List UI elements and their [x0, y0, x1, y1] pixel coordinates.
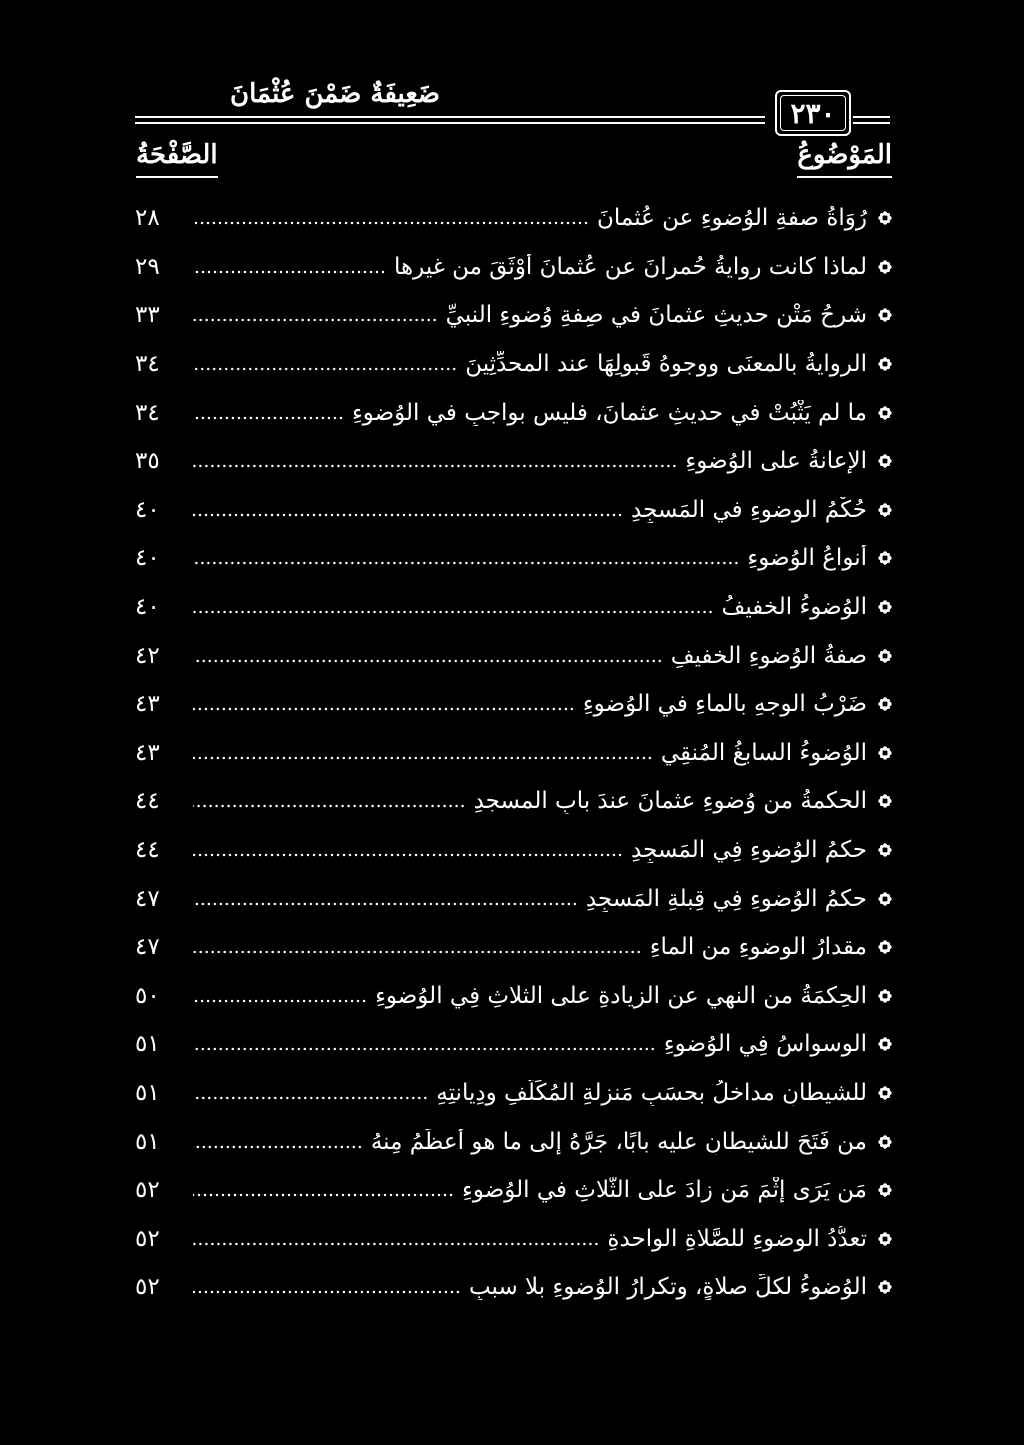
- toc-entry-title: أنواعُ الوُضوءِ: [747, 545, 867, 572]
- toc-entry-title: الوُضوءُ لكلِّ صلاةٍ، وتكرارُ الوُضوءِ بلا سببٍ: [468, 1274, 867, 1301]
- toc-entry: [135, 583, 893, 632]
- toc-entry-title: الوُضوءُ الخفيفُ: [721, 594, 867, 621]
- flower-bullet-icon: [877, 599, 893, 615]
- dot-leader: [193, 609, 714, 615]
- toc-entry: [135, 729, 893, 778]
- flower-bullet-icon: [877, 1036, 893, 1052]
- flower-bullet-icon: [877, 793, 893, 809]
- toc-entry-title: لماذا كانت روايةُ حُمرانَ عن عُثمانَ أَوْثَقَ من غيرِها: [394, 253, 867, 280]
- toc-entry-title: الحكمةُ من وُضوءِ عثمانَ عندَ بابِ المسجدِ: [473, 788, 867, 815]
- toc-entry: [135, 194, 893, 243]
- dot-leader: [193, 512, 623, 518]
- dot-leader: [193, 220, 589, 226]
- toc-entry-title: الروايةُ بالمعنَى ووجوهُ قَبولِهَا عند المحدِّثِينَ: [465, 351, 867, 378]
- toc-entry-page: ٤٧: [135, 885, 160, 912]
- toc-entry: [135, 923, 893, 972]
- toc-entry-page: ٥١: [135, 1031, 160, 1058]
- toc-entry-title: حُكْمُ الوضوءِ في المَسجِدِ: [631, 496, 867, 523]
- flower-bullet-icon: [877, 745, 893, 761]
- dot-leader: [193, 1095, 428, 1101]
- toc-entry: [135, 388, 893, 437]
- flower-bullet-icon: [877, 307, 893, 323]
- toc-entry-page: ٤٠: [135, 496, 160, 523]
- dot-leader: [193, 1046, 656, 1052]
- dot-leader: [193, 317, 438, 323]
- dot-leader: [193, 1289, 461, 1295]
- dot-leader: [193, 1241, 599, 1247]
- toc-entry-title: حكمُ الوُضوءِ فِي قِبلةِ المَسجِدِ: [585, 885, 867, 912]
- toc-entry: [135, 291, 893, 340]
- flower-bullet-icon: [877, 939, 893, 955]
- toc-entry: [135, 437, 893, 486]
- toc-entry-page: ٥٢: [135, 1274, 160, 1301]
- toc-entry: [135, 486, 893, 535]
- toc-entry: [135, 1166, 893, 1215]
- toc-entry-page: ٥١: [135, 1079, 160, 1106]
- toc-entry-page: ٢٨: [135, 205, 160, 232]
- flower-bullet-icon: [877, 842, 893, 858]
- flower-bullet-icon: [877, 356, 893, 372]
- flower-bullet-icon: [877, 696, 893, 712]
- dot-leader: [193, 803, 466, 809]
- header-rule: [135, 122, 765, 124]
- toc-entry: [135, 243, 893, 292]
- toc-entry-page: ٤٣: [135, 739, 160, 766]
- toc-entry: [135, 1263, 893, 1312]
- toc-entry: [135, 680, 893, 729]
- dot-leader: [193, 706, 575, 712]
- page-header: [135, 72, 890, 132]
- toc-entry-page: ٤٠: [135, 545, 160, 572]
- toc-entry: [135, 340, 893, 389]
- flower-bullet-icon: [877, 1279, 893, 1295]
- toc-entry: [135, 1214, 893, 1263]
- toc-entry-title: الوُضوءُ السابغُ المُنقِي: [660, 739, 867, 766]
- page-column-heading: الصَّفْحَةُ: [136, 140, 218, 178]
- toc-entry-title: الحِكمَةُ من النهيِ عن الزيادةِ على الثلاثِ فِي الوُضوءِ: [375, 982, 867, 1009]
- flower-bullet-icon: [877, 1085, 893, 1101]
- toc-entry-page: ٣٣: [135, 302, 160, 329]
- flower-bullet-icon: [877, 1182, 893, 1198]
- toc-entry: [135, 1069, 893, 1118]
- dot-leader: [193, 901, 578, 907]
- flower-bullet-icon: [877, 648, 893, 664]
- flower-bullet-icon: [877, 502, 893, 518]
- dot-leader: [193, 560, 739, 566]
- header-rule: [135, 116, 765, 118]
- toc-entry-page: ٣٤: [135, 399, 160, 426]
- flower-bullet-icon: [877, 210, 893, 226]
- toc-entry-title: مقدارُ الوضوءِ من الماءِ: [649, 934, 867, 961]
- table-of-contents: [135, 194, 893, 1312]
- dot-leader: [193, 1192, 454, 1198]
- topic-column-heading: المَوْضُوعُ: [797, 140, 892, 178]
- dot-leader: [193, 269, 386, 275]
- toc-entry-title: الإعانةُ على الوُضوءِ: [685, 448, 867, 475]
- toc-entry-page: ٣٤: [135, 351, 160, 378]
- toc-entry-page: ٤٤: [135, 837, 160, 864]
- toc-entry-page: ٣٥: [135, 448, 160, 475]
- running-title: ضَعِيفَةٌ ضَمْنَ عُثْمَانَ: [230, 79, 440, 109]
- toc-entry-page: ٤٣: [135, 691, 160, 718]
- toc-entry: [135, 826, 893, 875]
- toc-entry: [135, 972, 893, 1021]
- toc-entry-title: الوسواسُ فِي الوُضوءِ: [663, 1031, 867, 1058]
- toc-entry-title: رُوَاةُ صفةِ الوُضوءِ عن عُثمانَ: [597, 205, 867, 232]
- flower-bullet-icon: [877, 1231, 893, 1247]
- flower-bullet-icon: [877, 453, 893, 469]
- toc-entry-page: ٥١: [135, 1128, 160, 1155]
- flower-bullet-icon: [877, 259, 893, 275]
- toc-entry: [135, 874, 893, 923]
- toc-entry-title: من فَتَحَ للشيطانِ عليه بابًا، جَرَّهُ إلى ما هو أعظَمُ مِنهُ: [370, 1128, 867, 1155]
- header-rule: [853, 122, 890, 124]
- toc-entry-title: ما لم يَثْبُتْ في حديثِ عثمانَ، فليس بواجبٍ في الوُضوءِ: [351, 399, 867, 426]
- toc-entry-title: مَن يَرَى إِثْمَ مَن زادَ على الثَّلاثِ في الوُضوءِ: [462, 1177, 867, 1204]
- dot-leader: [193, 1144, 363, 1150]
- toc-entry-title: للشيطانِ مداخلُ بحسَبِ مَنزلةِ المُكَلَّفِ ودِيانتِهِ: [436, 1079, 867, 1106]
- dot-leader: [193, 658, 663, 664]
- header-rule: [853, 116, 890, 118]
- toc-entry: [135, 534, 893, 583]
- flower-bullet-icon: [877, 1134, 893, 1150]
- toc-entry-title: حكمُ الوُضوءِ فِي المَسجِدِ: [631, 837, 867, 864]
- toc-entry-title: شرحُ مَتْنِ حديثِ عثمانَ في صِفةِ وُضوءِ النبيِّ: [445, 302, 867, 329]
- toc-entry-page: ٤٢: [135, 642, 160, 669]
- flower-bullet-icon: [877, 988, 893, 1004]
- flower-bullet-icon: [877, 891, 893, 907]
- toc-entry-page: ٥٢: [135, 1177, 160, 1204]
- toc-entry-title: ضَرْبُ الوجهِ بالماءِ في الوُضوءِ: [582, 691, 867, 718]
- toc-entry-page: ٤٤: [135, 788, 160, 815]
- flower-bullet-icon: [877, 405, 893, 421]
- dot-leader: [193, 998, 367, 1004]
- dot-leader: [193, 949, 642, 955]
- toc-entry-page: ٤٧: [135, 934, 160, 961]
- toc-entry: [135, 631, 893, 680]
- toc-entry-title: تعدُّدُ الوضوءِ للصَّلاةِ الواحدةِ: [607, 1225, 867, 1252]
- toc-entry-page: ٥٠: [135, 982, 160, 1009]
- dot-leader: [193, 415, 344, 421]
- dot-leader: [193, 755, 653, 761]
- toc-entry: [135, 1117, 893, 1166]
- dot-leader: [193, 366, 457, 372]
- toc-entry-page: ٢٩: [135, 253, 160, 280]
- toc-entry: [135, 777, 893, 826]
- dot-leader: [193, 852, 623, 858]
- flower-bullet-icon: [877, 550, 893, 566]
- page-number: ٢٣٠: [775, 90, 851, 136]
- toc-entry-page: ٤٠: [135, 594, 160, 621]
- dot-leader: [193, 463, 677, 469]
- toc-entry-page: ٥٢: [135, 1225, 160, 1252]
- toc-entry-title: صفةُ الوُضوءِ الخفيفِ: [670, 642, 867, 669]
- toc-entry: [135, 1020, 893, 1069]
